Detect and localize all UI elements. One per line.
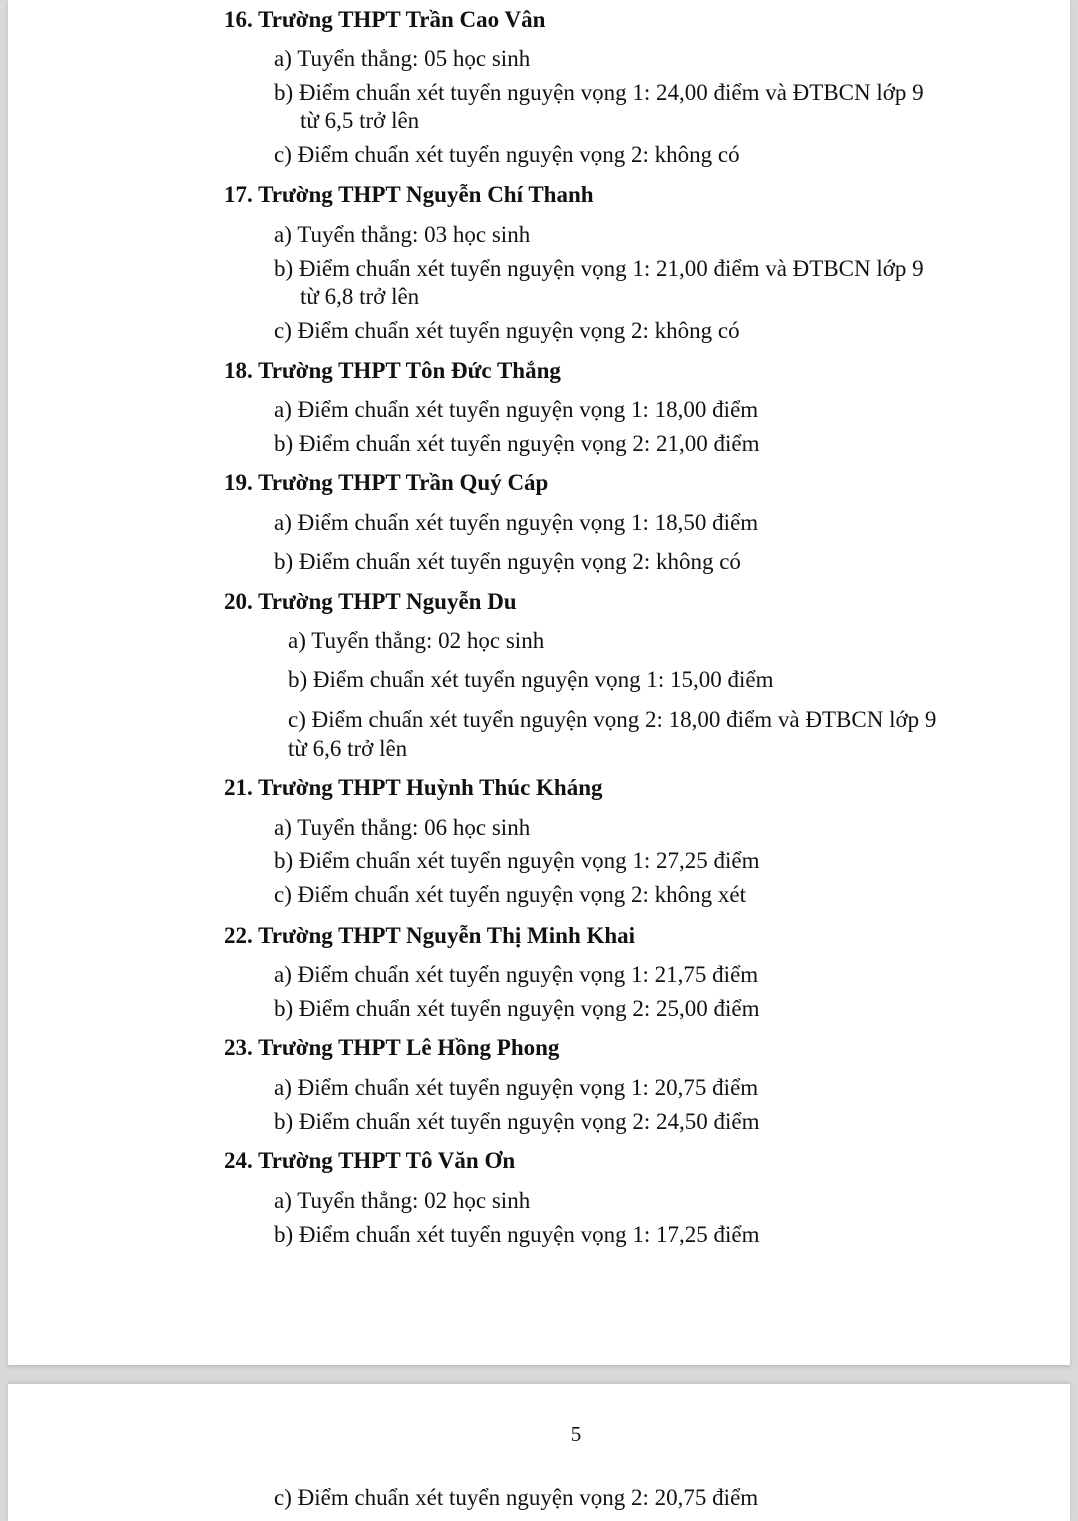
list-item: b) Điểm chuẩn xét tuyển nguyện vọng 1: 24,00 điểm và ĐTBCN lớp 9 bbox=[274, 80, 924, 105]
section-heading: 19. Trường THPT Trần Quý Cáp bbox=[224, 470, 549, 495]
page-number: 5 bbox=[570, 1422, 582, 1446]
list-item-continuation: từ 6,8 trở lên bbox=[300, 284, 420, 309]
list-item: b) Điểm chuẩn xét tuyển nguyện vọng 1: 21,00 điểm và ĐTBCN lớp 9 bbox=[274, 256, 924, 281]
list-item: a) Tuyển thẳng: 05 học sinh bbox=[274, 46, 531, 71]
list-item: b) Điểm chuẩn xét tuyển nguyện vọng 2: 25,00 điểm bbox=[274, 996, 760, 1021]
list-item: b) Điểm chuẩn xét tuyển nguyện vọng 1: 15,00 điểm bbox=[288, 667, 774, 692]
list-item: a) Tuyển thẳng: 03 học sinh bbox=[274, 222, 531, 247]
list-item: b) Điểm chuẩn xét tuyển nguyện vọng 2: không có bbox=[274, 549, 741, 574]
section-heading: 16. Trường THPT Trần Cao Vân bbox=[224, 7, 546, 32]
list-item-continuation: từ 6,6 trở lên bbox=[288, 736, 408, 761]
section-heading: 17. Trường THPT Nguyễn Chí Thanh bbox=[224, 182, 594, 207]
list-item: b) Điểm chuẩn xét tuyển nguyện vọng 1: 17,25 điểm bbox=[274, 1222, 760, 1247]
list-item: a) Điểm chuẩn xét tuyển nguyện vọng 1: 20,75 điểm bbox=[274, 1075, 759, 1100]
document-page bbox=[8, 1384, 1070, 1521]
list-item: a) Tuyển thẳng: 06 học sinh bbox=[274, 815, 531, 840]
list-item: a) Điểm chuẩn xét tuyển nguyện vọng 1: 18,00 điểm bbox=[274, 397, 759, 422]
list-item: a) Tuyển thẳng: 02 học sinh bbox=[274, 1188, 531, 1213]
section-heading: 18. Trường THPT Tôn Đức Thắng bbox=[224, 358, 561, 383]
list-item: b) Điểm chuẩn xét tuyển nguyện vọng 2: 21,00 điểm bbox=[274, 431, 760, 456]
list-item: c) Điểm chuẩn xét tuyển nguyện vọng 2: không có bbox=[274, 318, 740, 343]
list-item: b) Điểm chuẩn xét tuyển nguyện vọng 1: 27,25 điểm bbox=[274, 848, 760, 873]
list-item: c) Điểm chuẩn xét tuyển nguyện vọng 2: 20,75 điểm bbox=[274, 1485, 759, 1510]
list-item: c) Điểm chuẩn xét tuyển nguyện vọng 2: 18,00 điểm và ĐTBCN lớp 9 bbox=[288, 707, 937, 732]
list-item: c) Điểm chuẩn xét tuyển nguyện vọng 2: không xét bbox=[274, 882, 747, 907]
section-heading: 20. Trường THPT Nguyễn Du bbox=[224, 589, 517, 614]
section-heading: 21. Trường THPT Huỳnh Thúc Kháng bbox=[224, 775, 603, 800]
list-item: b) Điểm chuẩn xét tuyển nguyện vọng 2: 24,50 điểm bbox=[274, 1109, 760, 1134]
document-page bbox=[8, 0, 1070, 1365]
section-heading: 24. Trường THPT Tô Văn Ơn bbox=[224, 1148, 516, 1173]
list-item: c) Điểm chuẩn xét tuyển nguyện vọng 2: không có bbox=[274, 142, 740, 167]
list-item: a) Điểm chuẩn xét tuyển nguyện vọng 1: 18,50 điểm bbox=[274, 510, 759, 535]
section-heading: 23. Trường THPT Lê Hồng Phong bbox=[224, 1035, 560, 1060]
list-item: a) Tuyển thẳng: 02 học sinh bbox=[288, 628, 545, 653]
list-item-continuation: từ 6,5 trở lên bbox=[300, 108, 420, 133]
section-heading: 22. Trường THPT Nguyễn Thị Minh Khai bbox=[224, 923, 636, 948]
list-item: a) Điểm chuẩn xét tuyển nguyện vọng 1: 21,75 điểm bbox=[274, 962, 759, 987]
